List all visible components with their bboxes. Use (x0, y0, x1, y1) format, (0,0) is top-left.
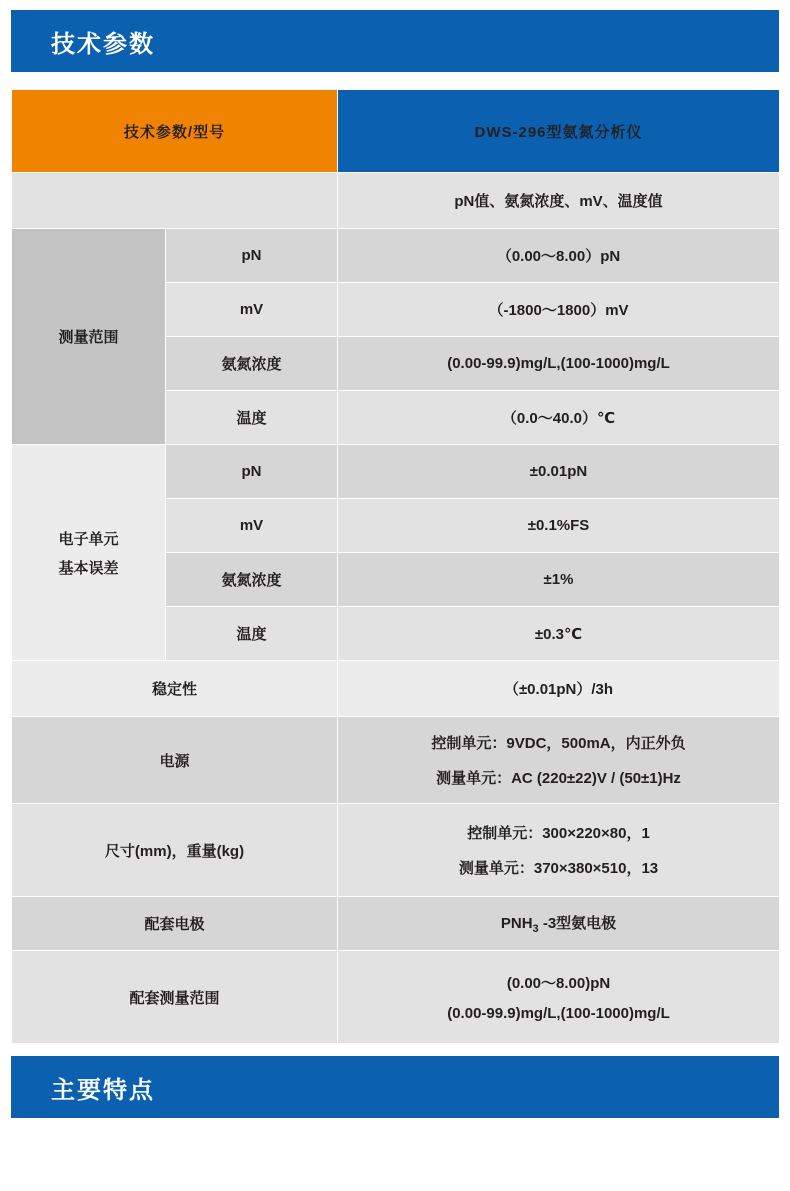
power-line1: 控制单元：9VDC，500mA，内正外负 (431, 735, 686, 752)
table-row (12, 445, 780, 499)
sub-value: ±0.3℃ (338, 607, 780, 661)
sub-value: （-1800～1800）mV (338, 283, 780, 337)
sub-label: 温度 (166, 391, 338, 445)
sub-label: mV (166, 283, 338, 337)
table-row (12, 717, 780, 804)
specifications-table (11, 89, 780, 1044)
sub-label: mV (166, 499, 338, 553)
table-row (12, 951, 780, 1044)
sub-value: ±1% (338, 553, 780, 607)
sub-value: ±0.1%FS (338, 499, 780, 553)
dimensions-line1: 控制单元：300×220×80，1 (467, 825, 650, 842)
table-header-row (12, 90, 780, 173)
sub-value: (0.00-99.9)mg/L,(100-1000)mg/L (338, 337, 780, 391)
table-row (12, 804, 780, 897)
group-label-measure-range: 测量范围 (12, 229, 166, 445)
section-title-tech-params: 技术参数 (51, 30, 155, 58)
dimensions-line2: 测量单元：370×380×510，13 (458, 860, 659, 877)
section-title-main-features: 主要特点 (51, 1076, 155, 1104)
table-row (12, 897, 780, 951)
sub-label: 氨氮浓度 (166, 337, 338, 391)
row-label-power: 电源 (12, 717, 338, 804)
row-label-dimensions: 尺寸(mm)，重量(kg) (12, 804, 338, 897)
table-header-model: DWS-296型氨氮分析仪 (338, 90, 780, 173)
sub-label: 氨氮浓度 (166, 553, 338, 607)
table-header-param: 技术参数/型号 (12, 90, 338, 173)
row-value-electrode-range (338, 951, 780, 1044)
electrode-range-line2: (0.00-99.9)mg/L,(100-1000)mg/L (447, 1005, 670, 1022)
electrode-value-post: -3型氨电极 (538, 915, 617, 932)
electrode-range-line1: (0.00～8.00)pN (506, 975, 611, 992)
electrode-value-pre: PNH (500, 915, 533, 932)
power-line2: 测量单元：AC (220±22)V / (50±1)Hz (436, 770, 681, 787)
page-root (0, 10, 790, 1191)
section-header-tech-params (11, 10, 779, 72)
display-row-value: pN值、氨氮浓度、mV、温度值 (338, 173, 780, 229)
group-label-line2: 基本误差 (58, 559, 119, 577)
sub-value: （0.00～8.00）pN (338, 229, 780, 283)
table-row (12, 173, 780, 229)
sub-value: ±0.01pN (338, 445, 780, 499)
row-value-dimensions (338, 804, 780, 897)
sub-label: 温度 (166, 607, 338, 661)
sub-label: pN (166, 229, 338, 283)
section-header-main-features (11, 1056, 779, 1118)
group-label-line1: 电子单元 (58, 530, 119, 548)
electrode-value-sub: 3 (532, 923, 539, 935)
display-row-label (12, 173, 338, 229)
row-value-power (338, 717, 780, 804)
table-row (12, 661, 780, 717)
row-value-electrode (338, 897, 780, 951)
row-label-electrode: 配套电极 (12, 897, 338, 951)
row-label-electrode-range: 配套测量范围 (12, 951, 338, 1044)
sub-label: pN (166, 445, 338, 499)
sub-value: （0.0～40.0）℃ (338, 391, 780, 445)
row-value-stability: （±0.01pN）/3h (338, 661, 780, 717)
row-label-stability: 稳定性 (12, 661, 338, 717)
table-row (12, 229, 780, 283)
group-label-basic-error (12, 445, 166, 661)
